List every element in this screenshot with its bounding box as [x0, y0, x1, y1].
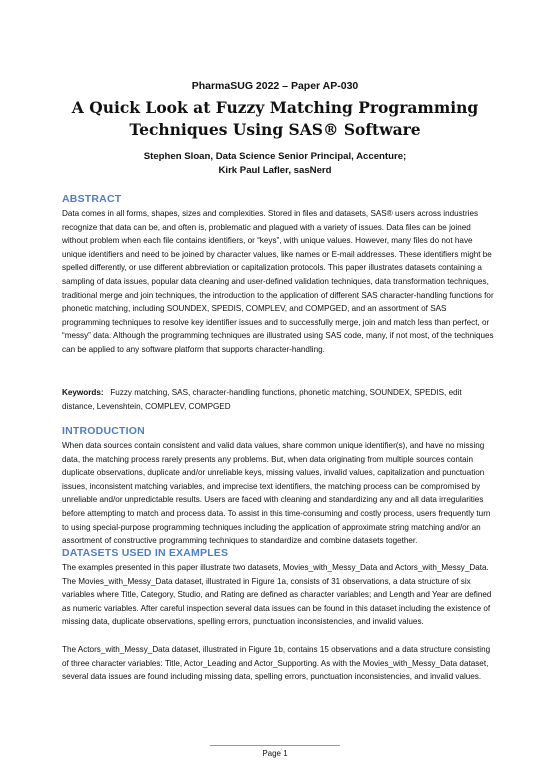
paper-title — [40, 97, 510, 141]
footer-rule — [210, 745, 340, 746]
keywords-body: Fuzzy matching, SAS, character-handling functions, phonetic matching, SOUNDEX, SPEDIS, edit distance, Levenshtein, COMPLEV, COMPGED — [62, 388, 462, 411]
datasets-body-1: The examples presented in this paper illustrate two datasets, Movies_with_Messy_Data and Actors_with_Messy_Data. The Movies_with_Messy_Data dataset, illustrated in Figure 1a, consists of 31 observations, a data structure of six variables where Title, Category, Studio, and Rating are defined as character variables; and Length and Year are defined as numeric variables. After careful inspection several data issues can be found in this dataset including the existence of missing data, duplicate observations, spelling errors, punctuation inconsistencies, and invalid values. — [62, 563, 492, 627]
datasets-heading: DATASETS USED IN EXAMPLES — [62, 547, 229, 559]
introduction-heading: INTRODUCTION — [62, 425, 145, 437]
page-number: Page 1 — [262, 749, 288, 758]
title-line-2: Techniques Using SAS® Software — [129, 120, 421, 139]
abstract-heading: ABSTRACT — [62, 193, 122, 205]
author-line-2: Kirk Paul Lafler, sasNerd — [218, 165, 332, 176]
keywords-label: Keywords: — [62, 388, 104, 397]
datasets-body-2: The Actors_with_Messy_Data dataset, illustrated in Figure 1b, contains 15 observations and a data structure consisting of three character variables: Title, Actor_Leading and Actor_Supporting. As with the Movies_with_Messy_Data dataset, several data issues are found including missing data, spelling errors, punctuation inconsistencies, and invalid values. — [62, 645, 491, 682]
author-block — [40, 150, 510, 178]
introduction-body: When data sources contain consistent and valid data values, share common unique identifier(s), and have no missing data, the matching process rarely presents any problems. But, when data originating from multiple sources contain duplicate observations, duplicate and/or unreliable keys, missing values, invalid values, capitalization and punctuation issues, inconsistent matching variables, and imprecise text identifiers, the matching process can be compromised by unreliable and/or unpredictable results. Users are faced with cleaning and standardizing any and all data irregularities before attempting to match and process data. To assist in this time-consuming and costly process, users frequently turn to using special-purpose programming techniques including the application of approximate string matching and/or an assortment of constructive programming techniques to standardize and combine datasets together. — [62, 441, 491, 546]
conference-line: PharmaSUG 2022 – Paper AP-030 — [191, 80, 359, 92]
keywords-paragraph — [62, 386, 494, 413]
author-line-1: Stephen Sloan, Data Science Senior Principal, Accenture; — [143, 151, 407, 162]
abstract-body: Data comes in all forms, shapes, sizes and complexities. Stored in files and datasets, SAS® users across industries recognize that data can be, and often is, problematic and plagued with a variety of issues. Data files can be joined without problem when each file contains identifiers, or “keys”, with unique values. However, many files do not have unique identifiers and need to be joined by character values, like names or E-mail addresses. These identifiers might be spelled differently, or use different abbreviation or capitalization protocols. This paper illustrates datasets containing a sampling of data issues, popular data cleaning and user-defined validation techniques, data transformation techniques, traditional merge and join techniques, the introduction to the application of different SAS character-handling functions for phonetic matching, including SOUNDEX, SPEDIS, COMPLEV, and COMPGED, and an assortment of SAS programming techniques to resolve key identifier issues and to successfully merge, join and match less than perfect, or “messy” data. Although the programming techniques are illustrated using SAS code, many, if not most, of the techniques can be applied to any software platform that supports character-handling. — [62, 209, 494, 354]
title-line-1: A Quick Look at Fuzzy Matching Programming — [71, 98, 479, 117]
